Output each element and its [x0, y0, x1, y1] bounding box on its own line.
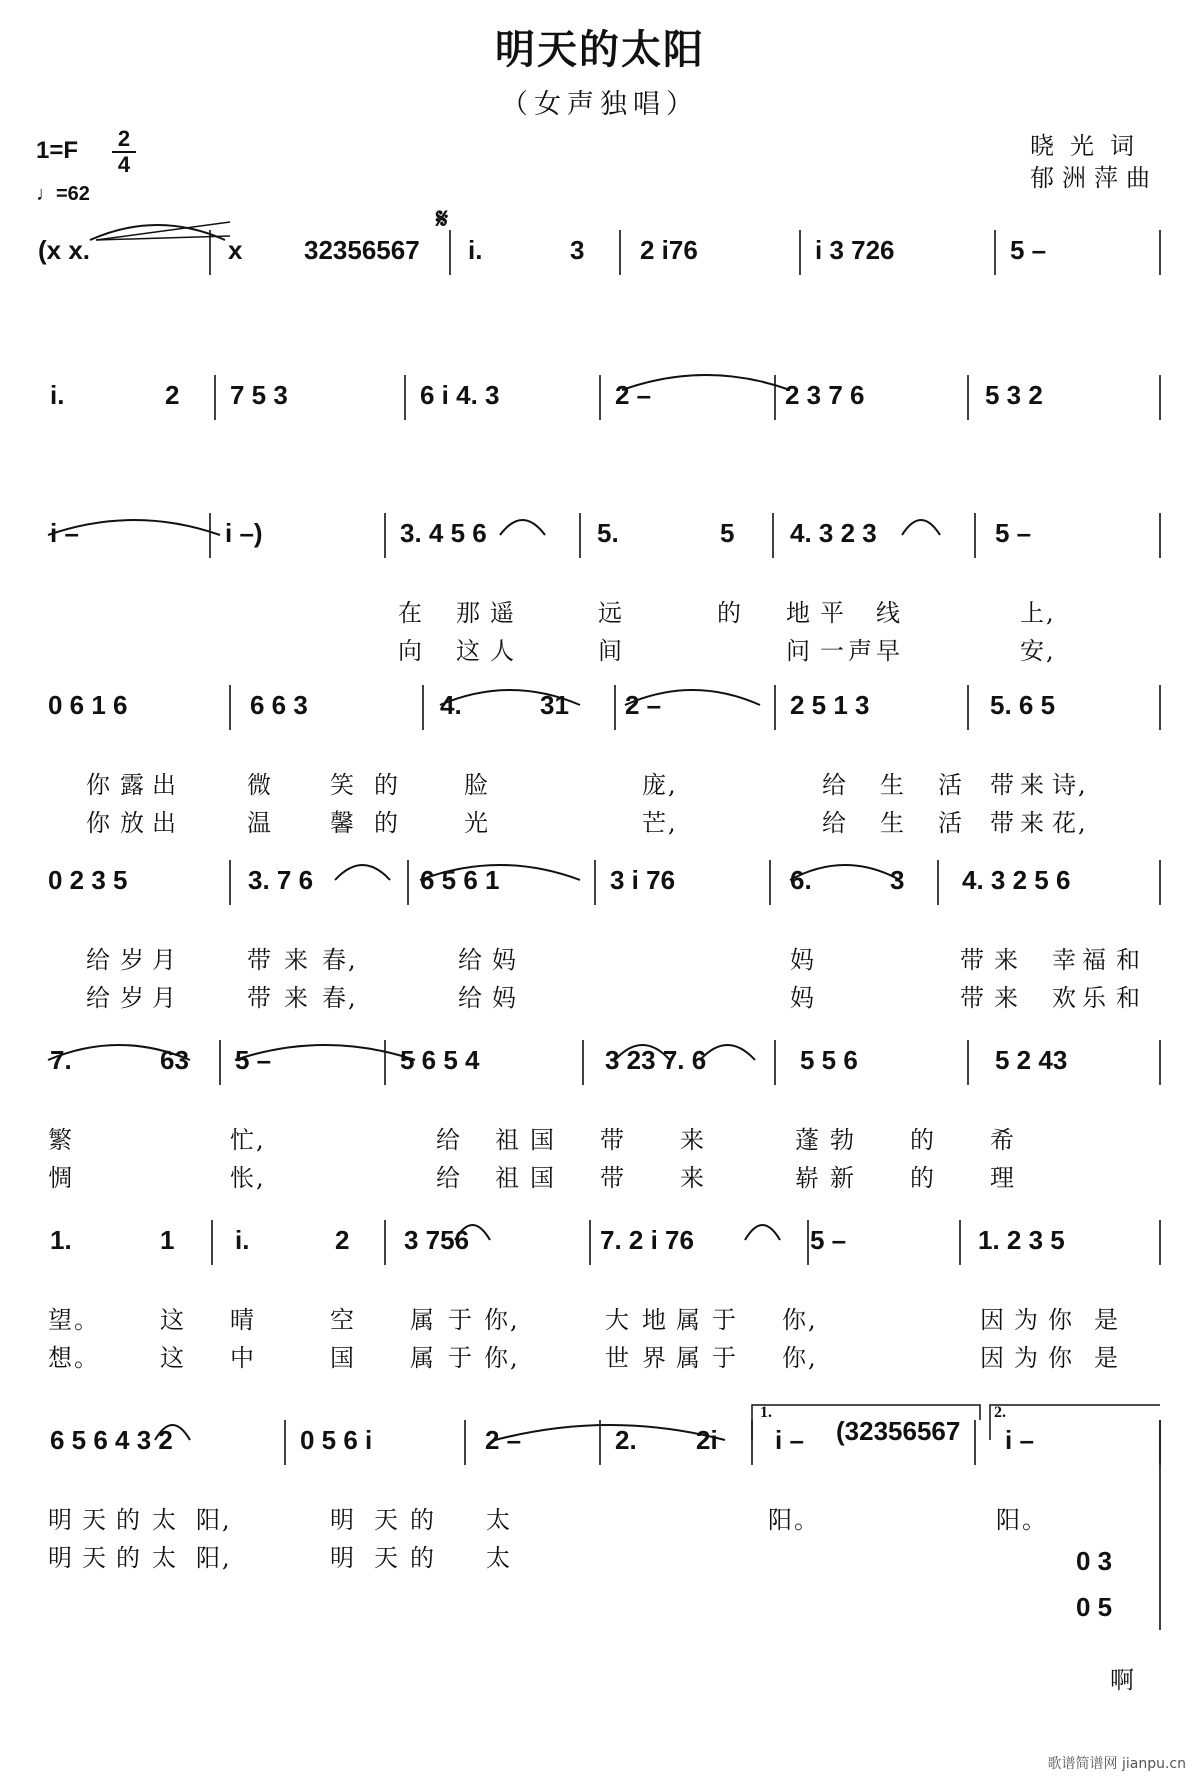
- lyric-verse-1: 太: [486, 1506, 512, 1534]
- note-group: 5 5 6: [800, 1045, 858, 1075]
- lyric-verse-2: 声: [848, 637, 874, 665]
- lyric-verse-2: 你,: [484, 1344, 520, 1372]
- lyric-verse-1: 远: [598, 599, 624, 627]
- note-group: 5 –: [810, 1225, 847, 1255]
- lyric-verse-1: 遥: [490, 599, 516, 627]
- note-group: 6 i 4. 3: [420, 380, 500, 410]
- note-group: 32356567: [304, 235, 420, 265]
- lyric-verse-1: 为: [1014, 1306, 1040, 1334]
- time-signature-bottom: 4: [117, 152, 131, 177]
- lyric-verse-1: 出: [152, 771, 178, 799]
- lyric-verse-1: 给: [436, 1126, 462, 1154]
- note-group: 63: [160, 1045, 189, 1075]
- lyric-verse-1: 带: [600, 1126, 626, 1154]
- note-group: 3 23 7. 6: [605, 1045, 707, 1075]
- lyric-verse-2: 妈: [492, 984, 518, 1012]
- note-group: i.: [468, 235, 483, 265]
- lyric-verse-1: 你,: [484, 1306, 520, 1334]
- lyric-verse-1: 地: [642, 1306, 668, 1334]
- lyric-verse-2: 于: [448, 1344, 474, 1372]
- lyric-verse-1: 蓬: [795, 1126, 821, 1154]
- lyric-verse-2: 芒,: [642, 809, 678, 837]
- harmony-line-1: 0 3: [1076, 1546, 1113, 1576]
- lyric-verse-1: 诗,: [1052, 771, 1088, 799]
- lyric-verse-2: 来: [1020, 809, 1046, 837]
- final-lyric: 啊: [1110, 1666, 1136, 1694]
- note-group: 7 5 3: [230, 380, 288, 410]
- lyric-verse-1: 阳,: [196, 1506, 232, 1534]
- lyric-verse-2: 你: [86, 809, 112, 837]
- note-group: 0 6 1 6: [48, 690, 128, 720]
- lyric-verse-2: 带: [990, 809, 1016, 837]
- lyric-verse-1: 是: [1094, 1306, 1120, 1334]
- lyric-verse-1: 繁: [48, 1126, 74, 1154]
- slur: [335, 865, 390, 880]
- note-group: 3. 7 6: [248, 865, 314, 895]
- note-group: 5 2 43: [995, 1045, 1068, 1075]
- lyric-verse-2: 太: [152, 1544, 178, 1572]
- lyric-verse-2: 岁: [120, 984, 146, 1012]
- note-group: 4.: [440, 690, 462, 720]
- lyric-verse-2: 国: [530, 1164, 556, 1192]
- note-group: 2 5 1 3: [790, 690, 870, 720]
- lyric-verse-1: 庞,: [642, 771, 678, 799]
- lyric-verse-2: 你,: [782, 1344, 818, 1372]
- lyric-verse-2: 的: [410, 1544, 436, 1572]
- note-group: 4. 3 2 3: [790, 518, 877, 548]
- note-group: 6.: [790, 865, 812, 895]
- lyric-verse-1: 福: [1082, 946, 1108, 974]
- note-group: i 3 726: [815, 235, 895, 265]
- lyric-verse-1: 忙,: [230, 1126, 266, 1154]
- lyric-verse-1: 明: [48, 1506, 74, 1534]
- lyric-verse-2: 来: [680, 1164, 706, 1192]
- note-group: 2: [165, 380, 180, 410]
- note-group: 4. 3 2 5 6: [962, 865, 1071, 895]
- note-group: 5 –: [235, 1045, 272, 1075]
- lyric-verse-1: 给: [458, 946, 484, 974]
- lyric-verse-1: 晴: [230, 1306, 256, 1334]
- lyricist-credit: 晓光词: [1030, 132, 1150, 160]
- lyric-verse-2: 和: [1116, 984, 1142, 1012]
- note-group: x: [228, 235, 243, 265]
- time-signature-top: 2: [117, 126, 131, 151]
- lyric-verse-1: 天: [82, 1506, 108, 1534]
- lyric-verse-1: 属: [410, 1306, 436, 1334]
- note-group: 0 2 3 5: [48, 865, 128, 895]
- lyric-verse-2: 为: [1014, 1344, 1040, 1372]
- lyric-verse-1: 希: [990, 1126, 1016, 1154]
- note-group: 5. 6 5: [990, 690, 1056, 720]
- lyric-verse-2: 崭: [795, 1164, 821, 1192]
- lyric-verse-1: 笑: [330, 771, 356, 799]
- slur: [622, 375, 790, 390]
- lyric-verse-1: 于: [448, 1306, 474, 1334]
- lyric-verse-2: 带: [600, 1164, 626, 1192]
- lyric-verse-1: 你: [86, 771, 112, 799]
- lyric-verse-1: 幸: [1052, 946, 1078, 974]
- lyric-verse-2: 光: [464, 809, 490, 837]
- lyric-verse-1: 的: [410, 1506, 436, 1534]
- lyric-verse-1: 祖: [495, 1126, 521, 1154]
- note-group: 3: [570, 235, 585, 265]
- note-group: 1: [160, 1225, 175, 1255]
- note-group: 0 5 6 i: [300, 1425, 373, 1455]
- lyric-verse-2: 明: [330, 1544, 356, 1572]
- lyric-verse-2: 的: [910, 1164, 936, 1192]
- lyric-verse-2: 来: [284, 984, 310, 1012]
- note-group: 5 3 2: [985, 380, 1043, 410]
- note-group: 2 –: [625, 690, 662, 720]
- note-group: 2 –: [485, 1425, 522, 1455]
- lyric-verse-2: 界: [642, 1344, 668, 1372]
- lyric-verse-2: 带: [960, 984, 986, 1012]
- lyric-verse-2: 于: [712, 1344, 738, 1372]
- note-group: 2 i76: [640, 235, 698, 265]
- lyric-verse-2: 花,: [1052, 809, 1088, 837]
- slur: [615, 1045, 670, 1060]
- lyric-verse-2: 乐: [1082, 984, 1108, 1012]
- note-group: 3. 4 5 6: [400, 518, 487, 548]
- note-group: 7.: [50, 1045, 72, 1075]
- lyric-verse-1: 你: [1048, 1306, 1074, 1334]
- lyric-verse-1: 的: [374, 771, 400, 799]
- note-group: i –: [775, 1425, 804, 1455]
- lyric-verse-1: 平: [820, 599, 846, 627]
- lyric-verse-1: 勃: [830, 1126, 856, 1154]
- lyric-verse-1: 大: [605, 1306, 631, 1334]
- slur: [155, 1425, 190, 1440]
- lyric-verse-1: 属: [676, 1306, 702, 1334]
- slur: [745, 1225, 780, 1240]
- lyric-verse-1: 上,: [1020, 599, 1056, 627]
- note-group: 5.: [597, 518, 619, 548]
- lyric-verse-2: 人: [490, 637, 516, 665]
- lyric-verse-1: 太: [152, 1506, 178, 1534]
- volta-1-bracket: [752, 1405, 980, 1440]
- lyric-verse-2: 天: [374, 1544, 400, 1572]
- slur: [495, 1425, 725, 1440]
- lyric-verse-1: 带: [247, 946, 273, 974]
- lyric-verse-1: 微: [247, 771, 273, 799]
- lyric-verse-2: 妈: [790, 984, 816, 1012]
- slur: [700, 1045, 755, 1060]
- lyric-verse-2: 你: [1048, 1344, 1074, 1372]
- note-group: 3 i 76: [610, 865, 676, 895]
- slur: [420, 865, 580, 880]
- lyric-verse-2: 这: [160, 1344, 186, 1372]
- volta-intro-run: (32356567: [836, 1416, 961, 1446]
- composer-credit: 郁洲萍曲: [1030, 164, 1158, 192]
- lyric-verse-1: 天: [374, 1506, 400, 1534]
- lyric-verse-1: 生: [880, 771, 906, 799]
- slur: [440, 690, 580, 705]
- lyric-verse-2: 世: [605, 1344, 631, 1372]
- tempo-mark: ♩=62: [36, 183, 90, 205]
- lyric-verse-2: 中: [230, 1344, 256, 1372]
- lyric-verse-1: 来: [680, 1126, 706, 1154]
- lyric-verse-1: 这: [160, 1306, 186, 1334]
- lyric-verse-1: 望。: [48, 1306, 100, 1334]
- lyric-verse-2: 给: [86, 984, 112, 1012]
- lyric-verse-2: 安,: [1020, 637, 1056, 665]
- lyric-verse-1: 妈: [790, 946, 816, 974]
- note-group: 2 –: [615, 380, 652, 410]
- lyric-verse-1: 活: [938, 771, 964, 799]
- slur: [790, 865, 900, 880]
- lyric-verse-2: 是: [1094, 1344, 1120, 1372]
- lyric-verse-2: 活: [938, 809, 964, 837]
- lyric-verse-1: 因: [980, 1306, 1006, 1334]
- segno-sign: 𝄋: [436, 202, 449, 235]
- lyric-verse-2: 明: [48, 1544, 74, 1572]
- slur: [235, 1045, 415, 1060]
- lyric-verse-1: 的: [717, 599, 743, 627]
- note-group: i –): [225, 518, 263, 548]
- lyric-verse-1: 妈: [492, 946, 518, 974]
- lyric-verse-1: 和: [1116, 946, 1142, 974]
- note-group: (x x.: [38, 235, 91, 265]
- volta-2-label: 2.: [994, 1404, 1006, 1421]
- note-group: 5 6 5 4: [400, 1045, 480, 1075]
- volta-2-bracket: [990, 1405, 1160, 1440]
- lyric-verse-2: 馨: [330, 809, 356, 837]
- lyric-verse-2: 给: [436, 1164, 462, 1192]
- lyric-verse-2: 春,: [322, 984, 358, 1012]
- lyric-verse-2: 天: [82, 1544, 108, 1572]
- lyric-verse-2: 给: [458, 984, 484, 1012]
- lyric-verse-2: 欢: [1052, 984, 1078, 1012]
- lyric-verse-1: 地: [786, 599, 812, 627]
- note-group: 6 5 6 1: [420, 865, 500, 895]
- volta-1-label: 1.: [760, 1404, 772, 1421]
- note-group: 3 756: [404, 1225, 470, 1255]
- lyric-verse-2: 的: [116, 1544, 142, 1572]
- lyric-verse-2: 早: [876, 637, 902, 665]
- note-group: 6 6 3: [250, 690, 308, 720]
- lyric-verse-2: 生: [880, 809, 906, 837]
- lyric-verse-1: 来: [284, 946, 310, 974]
- lyric-verse-1: 给: [86, 946, 112, 974]
- note-group: 2 3 7 6: [785, 380, 865, 410]
- lyric-verse-2: 温: [247, 809, 273, 837]
- lyric-verse-2: 惆: [48, 1164, 74, 1192]
- slur: [625, 690, 760, 705]
- note-group: 7. 2 i 76: [600, 1225, 694, 1255]
- note-group: 2i: [696, 1425, 718, 1455]
- lyric-verse-2: 一: [820, 637, 846, 665]
- lyric-verse-2: 怅,: [230, 1164, 266, 1192]
- lyric-verse-2: 阳,: [196, 1544, 232, 1572]
- lyric-verse-1: 给: [822, 771, 848, 799]
- lyric-verse-2: 出: [152, 809, 178, 837]
- lyric-verse-1: 线: [876, 599, 902, 627]
- slur: [48, 520, 220, 535]
- note-group: 2: [335, 1225, 350, 1255]
- lyric-verse-2: 属: [676, 1344, 702, 1372]
- lyric-verse-1: 来: [994, 946, 1020, 974]
- key-signature: 1=F: [36, 137, 79, 164]
- lyric-verse-2: 向: [398, 637, 424, 665]
- slur: [902, 520, 940, 535]
- lyric-verse-2: 间: [598, 637, 624, 665]
- note-group: 1. 2 3 5: [978, 1225, 1065, 1255]
- lyric-verse-2: 月: [152, 984, 178, 1012]
- lyric-verse-2: 太: [486, 1544, 512, 1572]
- note-group: 1.: [50, 1225, 72, 1255]
- page-title: 明天的太阳: [495, 27, 705, 73]
- lyric-verse-1: 的: [116, 1506, 142, 1534]
- lyric-verse-1: 春,: [322, 946, 358, 974]
- lyric-verse-2: 的: [374, 809, 400, 837]
- lyric-verse-2: 这: [456, 637, 482, 665]
- lyric-verse-1: 在: [398, 599, 424, 627]
- lyric-verse-1: 阳。: [768, 1506, 820, 1534]
- lyric-verse-2: 给: [822, 809, 848, 837]
- note-group: 31: [540, 690, 569, 720]
- note-group: 5 –: [1010, 235, 1047, 265]
- lyric-verse-2: 带: [247, 984, 273, 1012]
- lyric-verse-1: 带: [960, 946, 986, 974]
- lyric-verse-2: 属: [410, 1344, 436, 1372]
- lyric-verse-1: 带: [990, 771, 1016, 799]
- lyric-verse-2: 想。: [48, 1344, 100, 1372]
- lyric-verse-2: 祖: [495, 1164, 521, 1192]
- lyric-verse-1: 国: [530, 1126, 556, 1154]
- lyric-verse-1: 空: [330, 1306, 356, 1334]
- note-group: 2.: [615, 1425, 637, 1455]
- lyric-verse-1: 露: [120, 771, 146, 799]
- slur: [500, 520, 545, 535]
- slur: [455, 1225, 490, 1240]
- lyric-verse-2: 因: [980, 1344, 1006, 1372]
- lyric-verse-1: 那: [456, 599, 482, 627]
- harmony-line-2: 0 5: [1076, 1592, 1113, 1622]
- lyric-verse-1: 于: [712, 1306, 738, 1334]
- note-group: i.: [235, 1225, 250, 1255]
- note-group: i –: [50, 518, 79, 548]
- note-group: 5 –: [995, 518, 1032, 548]
- note-group: i –: [1005, 1425, 1034, 1455]
- lyric-verse-1: 脸: [464, 771, 490, 799]
- watermark: 歌谱简谱网 jianpu.cn: [1047, 1756, 1186, 1772]
- lyric-verse-2: 国: [330, 1344, 356, 1372]
- lyric-verse-1: 你,: [782, 1306, 818, 1334]
- note-group: i.: [50, 380, 65, 410]
- lyric-verse-2: 理: [990, 1164, 1016, 1192]
- lyric-verse-2: 新: [830, 1164, 856, 1192]
- lyric-verse-1: 的: [910, 1126, 936, 1154]
- slur: [48, 1045, 190, 1060]
- lyric-verse-1: 阳。: [996, 1506, 1048, 1534]
- subtitle: （女声独唱）: [501, 89, 699, 120]
- lyric-verse-1: 来: [1020, 771, 1046, 799]
- lyric-verse-2: 来: [994, 984, 1020, 1012]
- note-group: 5: [720, 518, 735, 548]
- lyric-verse-2: 放: [120, 809, 146, 837]
- lyric-verse-1: 明: [330, 1506, 356, 1534]
- lyric-verse-1: 岁: [120, 946, 146, 974]
- lyric-verse-2: 问: [786, 637, 812, 665]
- note-group: 3: [890, 865, 905, 895]
- note-group: 6 5 6 4 3 2: [50, 1425, 173, 1455]
- lyric-verse-1: 月: [152, 946, 178, 974]
